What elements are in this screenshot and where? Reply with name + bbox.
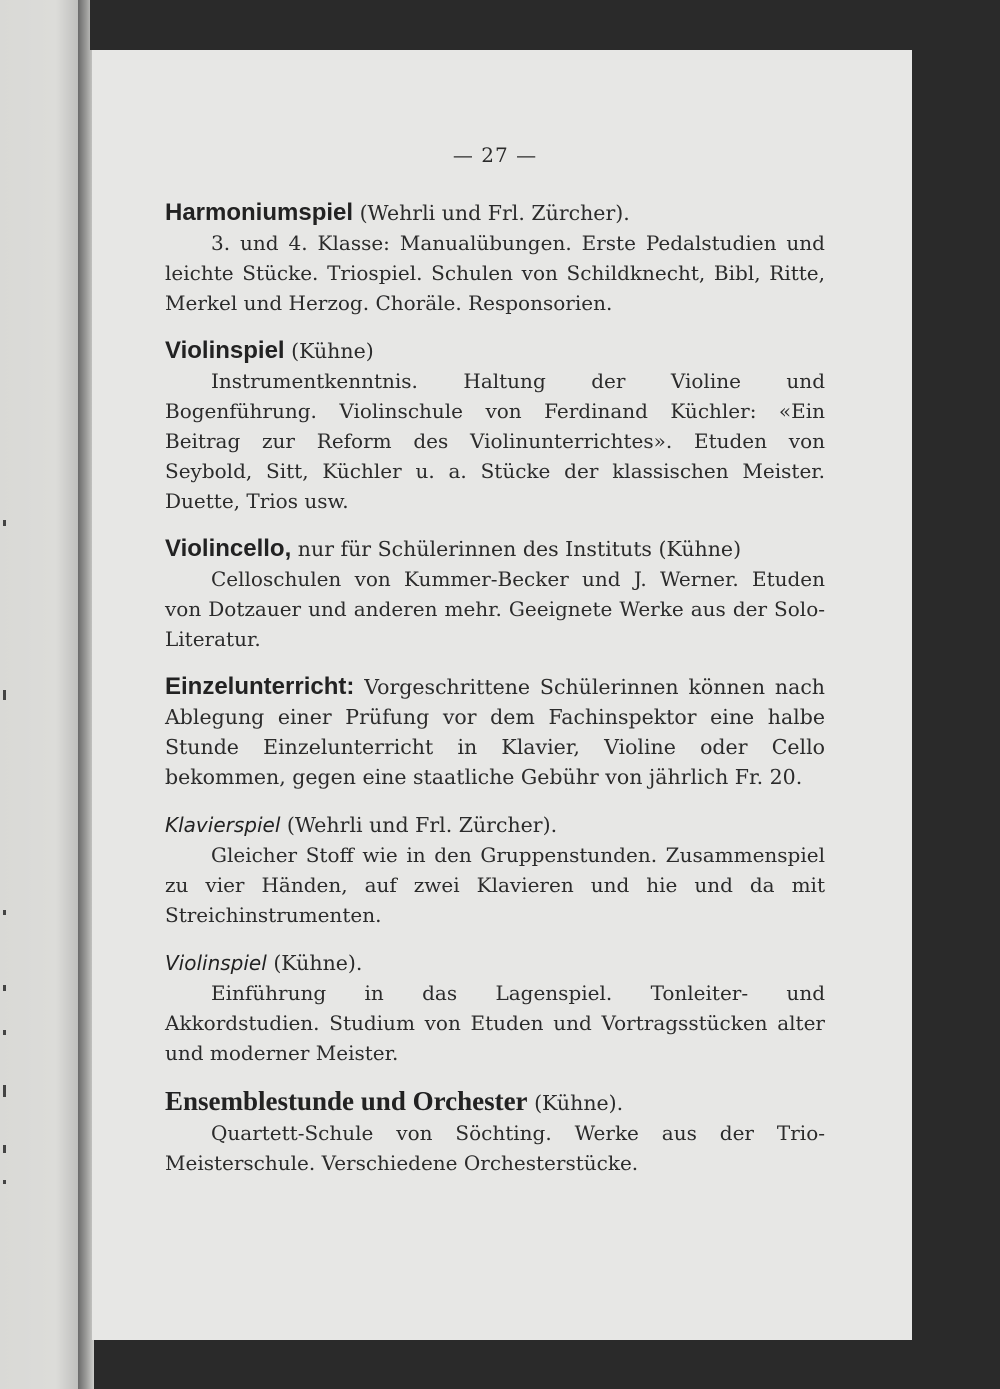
section-heading <box>165 672 825 792</box>
section-teacher: nur für Schülerinnen des Instituts (Kühne) <box>291 537 742 561</box>
edge-mark <box>3 985 6 991</box>
edge-mark <box>3 690 6 700</box>
section-teacher: (Kühne). <box>266 951 363 975</box>
scan-border-right <box>912 0 1000 1389</box>
section-violinspiel-advanced <box>165 948 825 1068</box>
section-text: Vorgeschrittene Schülerinnen können nach Ablegung einer Prüfung vor dem Fachinspektor eine halbe Stunde Einzelunterricht in Klavier, Violine oder Cello bekommen, gegen eine staatliche Gebühr von jährlich Fr. 20. <box>165 675 825 789</box>
section-body: Quartett-Schule von Söchting. Werke aus der Trio-Meisterschule. Verschiedene Orchesterstücke. <box>165 1121 825 1175</box>
section-body: Einführung in das Lagenspiel. Tonleiter- und Akkordstudien. Studium von Etuden und Vortragsstücken alter und moderner Meister. <box>165 981 825 1065</box>
section-heading <box>165 948 825 978</box>
edge-mark <box>3 910 6 915</box>
section-klavierspiel <box>165 810 825 930</box>
edge-mark <box>3 1180 6 1184</box>
page-number: — 27 — <box>452 143 538 167</box>
section-teacher: (Kühne). <box>527 1091 624 1115</box>
section-ensemble <box>165 1086 825 1178</box>
section-body: Instrumentkenntnis. Haltung der Violine und Bogenführung. Violinschule von Ferdinand Küchler: «Ein Beitrag zur Reform des Violinunterrichtes». Etuden von Seybold, Sitt, Küchler u. a. Stücke der klassischen Meister. Duette, Trios usw. <box>165 369 825 513</box>
section-heading <box>165 1086 825 1118</box>
edge-mark <box>3 520 6 526</box>
section-violincello <box>165 534 825 654</box>
section-violinspiel <box>165 336 825 516</box>
facing-page-edge <box>0 0 80 1389</box>
section-einzelunterricht <box>165 672 825 792</box>
section-title: Ensemblestunde und Orchester <box>165 1086 528 1116</box>
section-teacher: (Kühne) <box>284 339 374 363</box>
section-title: Einzelunterricht: <box>165 673 355 700</box>
section-heading <box>165 336 825 366</box>
section-body: Celloschulen von Kummer-Becker und J. Werner. Etuden von Dotzauer und anderen mehr. Geeignete Werke aus der Solo-Literatur. <box>165 567 825 651</box>
edge-mark <box>3 1030 6 1035</box>
section-heading <box>165 534 825 564</box>
edge-mark <box>3 1085 6 1097</box>
section-body: 3. und 4. Klasse: Manualübungen. Erste Pedalstudien und leichte Stücke. Triospiel. Schulen von Schildknecht, Bibl, Ritte, Merkel und Herzog. Choräle. Responsorien. <box>165 231 825 315</box>
page-content <box>165 140 825 1196</box>
section-title: Violinspiel <box>165 337 285 364</box>
section-teacher: (Wehrli und Frl. Zürcher). <box>280 813 558 837</box>
section-title: Violincello, <box>165 535 292 562</box>
edge-mark <box>3 1145 6 1153</box>
section-heading <box>165 198 825 228</box>
section-title: Violinspiel <box>165 951 267 975</box>
section-harmoniumspiel <box>165 198 825 318</box>
section-teacher: (Wehrli und Frl. Zürcher). <box>353 201 630 225</box>
scan-border-top <box>90 0 1000 50</box>
section-title: Harmoniumspiel <box>165 199 354 226</box>
section-heading <box>165 810 825 840</box>
section-body: Gleicher Stoff wie in den Gruppenstunden. Zusammenspiel zu vier Händen, auf zwei Klavieren und hie und da mit Streichinstrumenten. <box>165 843 825 927</box>
section-title: Klavierspiel <box>165 813 281 837</box>
